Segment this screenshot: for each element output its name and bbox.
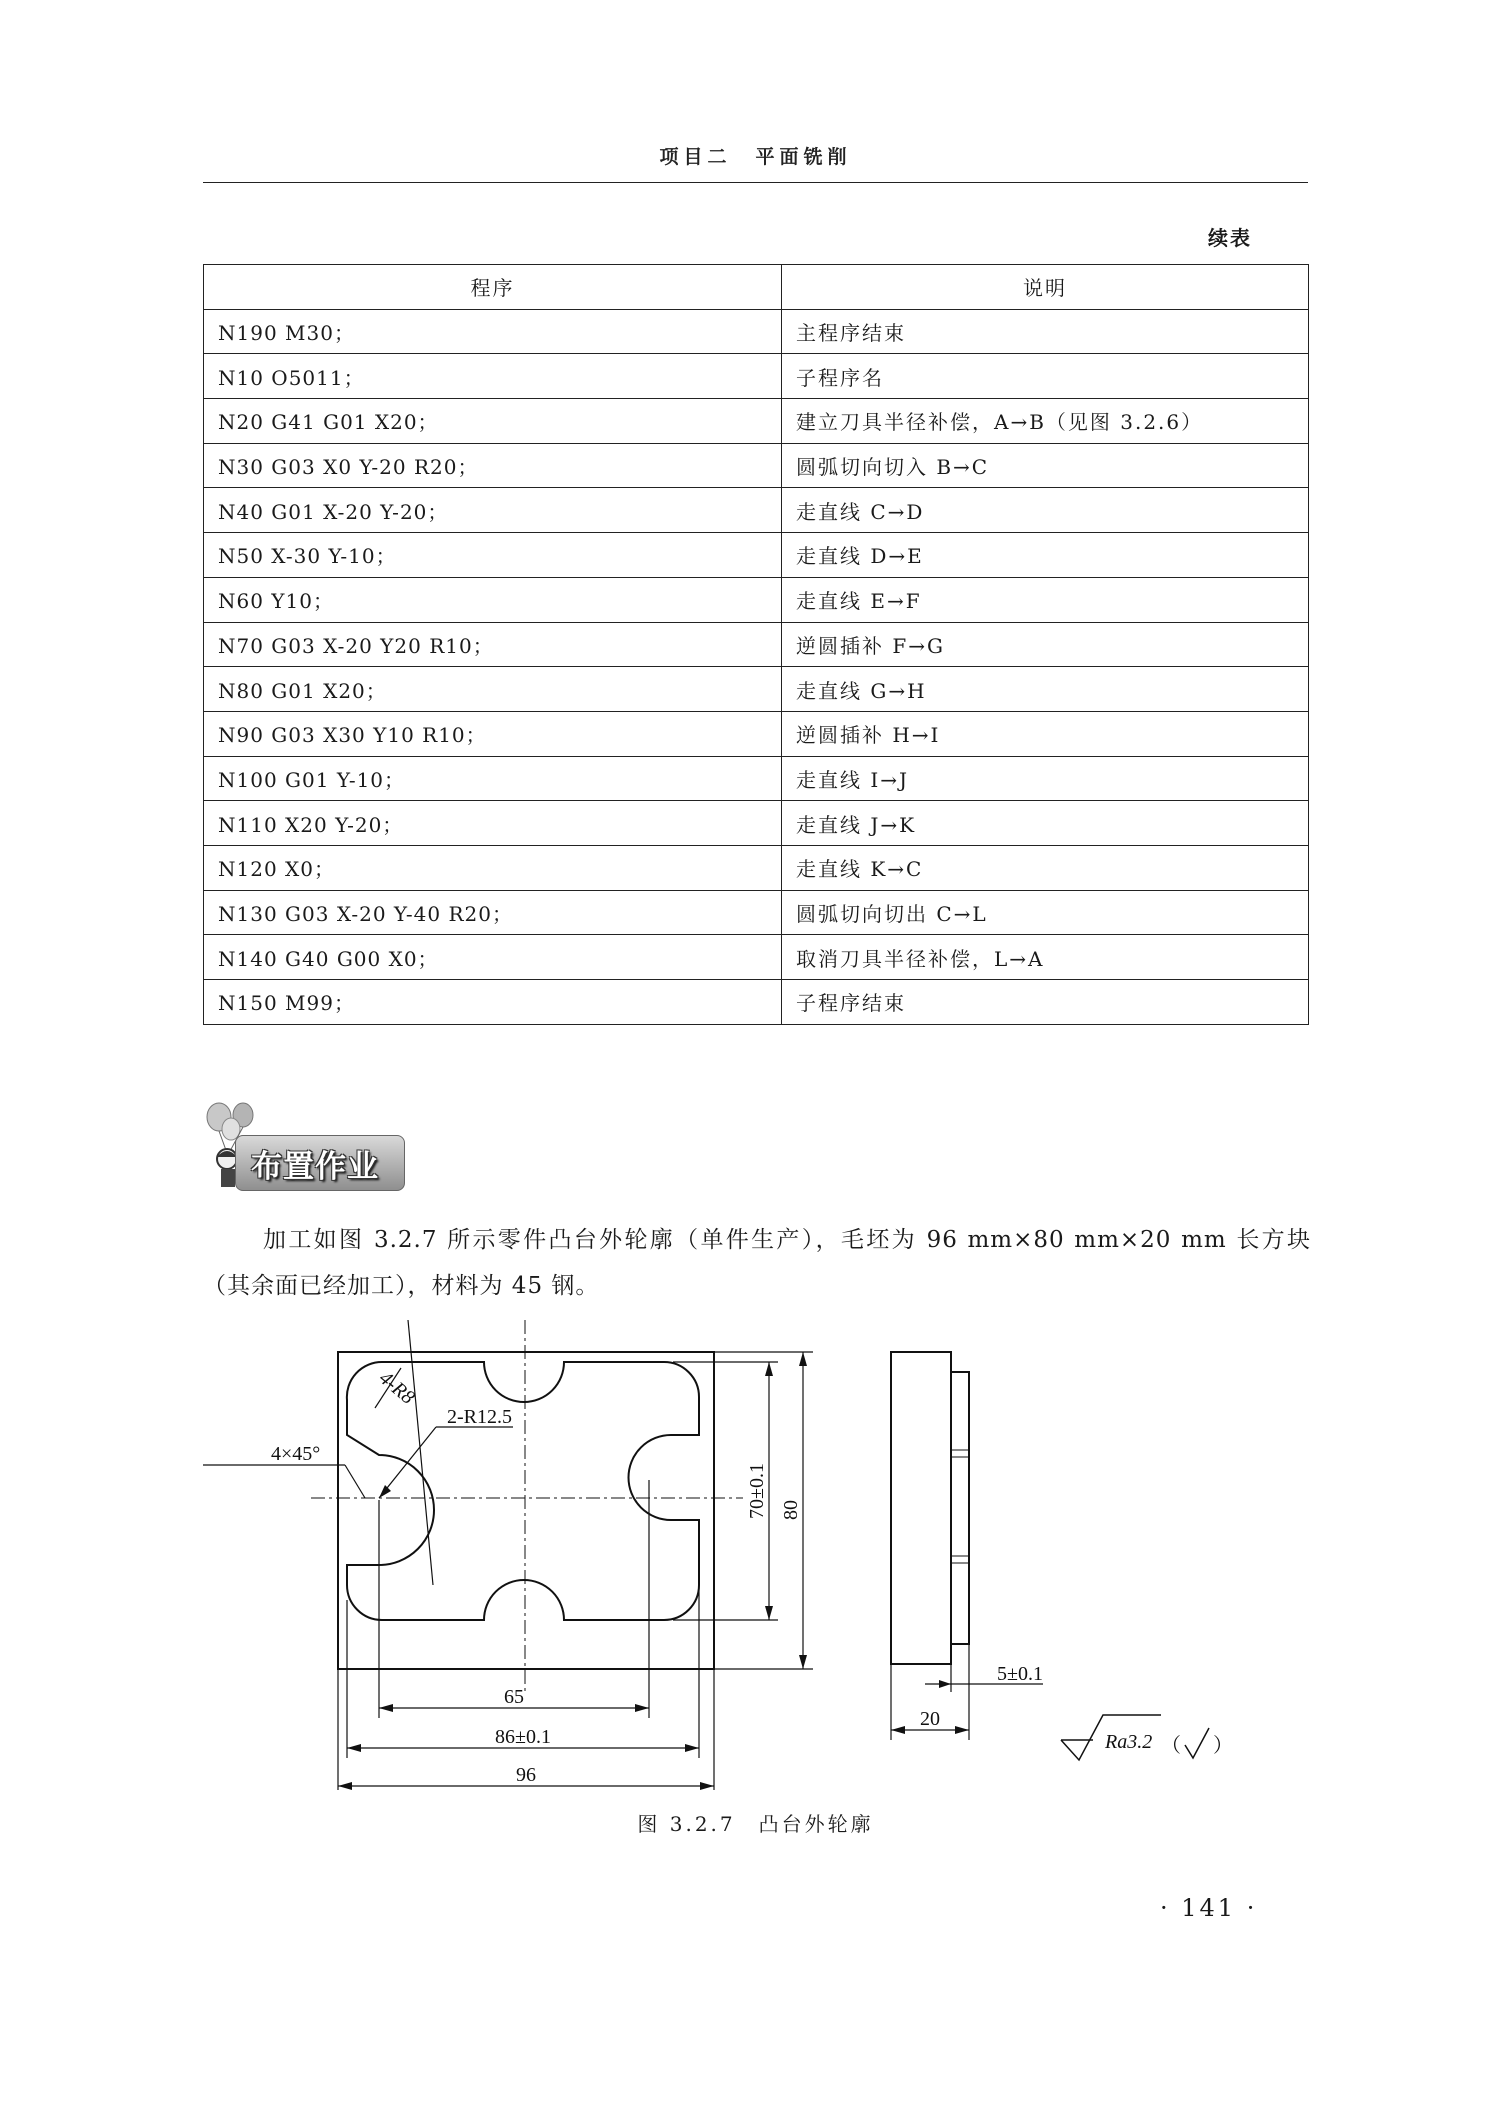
technical-drawing <box>203 1320 1311 1790</box>
program-code-cell: N190 M30； <box>204 309 782 354</box>
description-cell: 建立刀具半径补偿，A→B（见图 3.2.6） <box>782 399 1309 444</box>
figure-caption: 图 3.2.7 凸台外轮廓 <box>637 1812 874 1836</box>
chamfer-label: 4×45° <box>271 1443 321 1465</box>
header-rule <box>203 182 1308 183</box>
program-code-cell: N50 X-30 Y-10； <box>204 533 782 578</box>
program-code-cell: N70 G03 X-20 Y20 R10； <box>204 622 782 667</box>
table-row <box>204 711 1309 756</box>
description-cell: 走直线 K→C <box>782 845 1309 890</box>
table-row <box>204 488 1309 533</box>
program-code-cell: N110 X20 Y-20； <box>204 801 782 846</box>
dim-70-label: 70±0.1 <box>746 1463 768 1519</box>
table-row <box>204 667 1309 712</box>
notch-radius-label: 2-R12.5 <box>447 1406 512 1428</box>
table-body <box>204 309 1309 1024</box>
homework-title: 布置作业 <box>251 1149 379 1185</box>
table-row <box>204 801 1309 846</box>
program-code-cell: N80 G01 X20； <box>204 667 782 712</box>
dim-5-label: 5±0.1 <box>997 1663 1043 1685</box>
dim-96-label: 96 <box>516 1764 536 1786</box>
description-cell: 取消刀具半径补偿，L→A <box>782 935 1309 980</box>
description-cell: 走直线 I→J <box>782 756 1309 801</box>
description-cell: 走直线 C→D <box>782 488 1309 533</box>
program-table <box>203 264 1309 1025</box>
table-row <box>204 443 1309 488</box>
table-row <box>204 577 1309 622</box>
dim-80-label: 80 <box>780 1500 802 1520</box>
table-row <box>204 980 1309 1025</box>
program-code-cell: N140 G40 G00 X0； <box>204 935 782 980</box>
roughness-paren-close: ） <box>1213 1735 1233 1757</box>
description-cell: 子程序结束 <box>782 980 1309 1025</box>
side-view-body <box>891 1352 951 1664</box>
table-row <box>204 756 1309 801</box>
description-cell: 逆圆插补 H→I <box>782 711 1309 756</box>
table-caption: 续表 <box>1208 226 1252 250</box>
description-cell: 走直线 G→H <box>782 667 1309 712</box>
program-code-cell: N30 G03 X0 Y-20 R20； <box>204 443 782 488</box>
dim-20-label: 20 <box>920 1708 940 1730</box>
program-code-cell: N120 X0； <box>204 845 782 890</box>
description-cell: 走直线 J→K <box>782 801 1309 846</box>
description-cell: 走直线 E→F <box>782 577 1309 622</box>
program-code-cell: N130 G03 X-20 Y-40 R20； <box>204 890 782 935</box>
table-row <box>204 533 1309 578</box>
table-row <box>204 309 1309 354</box>
column-header-program: 程序 <box>204 265 782 310</box>
side-view-boss <box>951 1372 969 1644</box>
description-cell: 走直线 D→E <box>782 533 1309 578</box>
table-row <box>204 890 1309 935</box>
page-number: · 141 · <box>1160 1894 1258 1922</box>
homework-paragraph: 加工如图 3.2.7 所示零件凸台外轮廓（单件生产），毛坯为 96 mm×80 mm×20 mm 长方块（其余面已经加工），材料为 45 钢。 <box>203 1227 1311 1299</box>
dim-65-label: 65 <box>504 1686 524 1708</box>
description-cell: 子程序名 <box>782 354 1309 399</box>
description-cell: 圆弧切向切出 C→L <box>782 890 1309 935</box>
table-header-row <box>204 265 1309 310</box>
homework-banner <box>205 1101 405 1193</box>
arrow-heads <box>338 1352 969 1790</box>
table-row <box>204 935 1309 980</box>
table-row <box>204 845 1309 890</box>
column-header-description: 说明 <box>782 265 1309 310</box>
program-code-cell: N60 Y10； <box>204 577 782 622</box>
table-row <box>204 622 1309 667</box>
description-cell: 主程序结束 <box>782 309 1309 354</box>
running-header: 项目二 平面铣削 <box>659 146 852 168</box>
program-code-cell: N40 G01 X-20 Y-20； <box>204 488 782 533</box>
description-cell: 圆弧切向切入 B→C <box>782 443 1309 488</box>
roughness-paren-open: （ <box>1161 1735 1181 1757</box>
program-code-cell: N150 M99； <box>204 980 782 1025</box>
description-cell: 逆圆插补 F→G <box>782 622 1309 667</box>
program-code-cell: N10 O5011； <box>204 354 782 399</box>
corner-radius-label: 4-R8 <box>374 1366 419 1409</box>
dim-86-label: 86±0.1 <box>495 1726 551 1748</box>
table-row <box>204 399 1309 444</box>
table-row <box>204 354 1309 399</box>
program-code-cell: N90 G03 X30 Y10 R10； <box>204 711 782 756</box>
dimension-lines <box>203 1320 1043 1790</box>
program-code-cell: N100 G01 Y-10； <box>204 756 782 801</box>
roughness-label: Ra3.2 <box>1105 1731 1153 1753</box>
center-lines <box>311 1320 743 1694</box>
program-code-cell: N20 G41 G01 X20； <box>204 399 782 444</box>
